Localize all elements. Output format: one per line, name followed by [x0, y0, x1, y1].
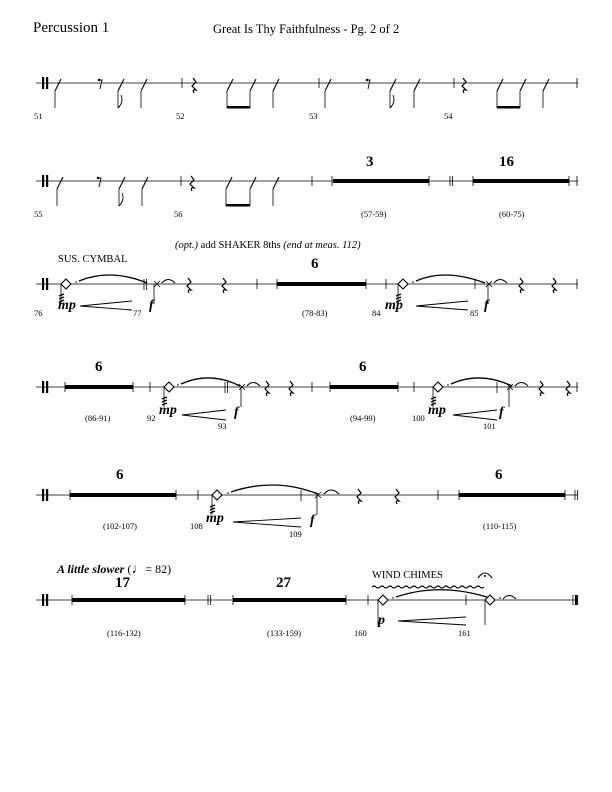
- quarter-note-icon: ♩: [131, 562, 146, 577]
- dynamic-mp: mp: [159, 403, 177, 418]
- multirest-range: (102-107): [103, 521, 137, 531]
- measure-number: 56: [174, 209, 183, 219]
- tempo-text: A little slower: [57, 562, 125, 576]
- measure-number: 85: [470, 308, 479, 318]
- measure-number: 108: [190, 521, 203, 531]
- instrument-label: WIND CHIMES: [372, 570, 443, 581]
- dynamic-f: f: [310, 513, 315, 528]
- dynamic-f: f: [484, 298, 489, 313]
- multirest-count: 6: [359, 359, 367, 375]
- tempo-value: = 82): [145, 562, 172, 576]
- measure-number: 109: [289, 529, 302, 539]
- system-3: [36, 275, 578, 310]
- multirest-range: (110-115): [483, 521, 517, 531]
- multirest-range: (78-83): [302, 308, 328, 318]
- instrument-label: SUS. CYMBAL: [58, 254, 128, 265]
- direction-main: add SHAKER 8ths: [198, 240, 284, 251]
- multirest-count: 6: [116, 467, 124, 483]
- direction-optional: (opt.): [175, 240, 199, 251]
- multirest-range: (94-99): [350, 413, 376, 423]
- multirest-range: (116-132): [107, 628, 141, 638]
- tempo-open: (: [124, 562, 132, 576]
- measure-number: 77: [133, 308, 142, 318]
- part-name: Percussion 1: [33, 20, 110, 36]
- measure-number: 92: [147, 413, 156, 423]
- multirest-count: 16: [499, 154, 514, 170]
- multirest-range: (133-159): [267, 628, 301, 638]
- measure-number: 52: [176, 111, 185, 121]
- measure-number: 55: [34, 209, 43, 219]
- shaker-direction: [175, 240, 361, 251]
- dynamic-mp: mp: [385, 298, 403, 313]
- measure-number: 84: [372, 308, 381, 318]
- dynamic-p: p: [378, 613, 385, 628]
- multirest-count: 17: [115, 575, 130, 591]
- measure-number: 161: [458, 628, 471, 638]
- multirest-range: (60-75): [499, 209, 525, 219]
- measure-number: 53: [309, 111, 318, 121]
- measure-number: 100: [412, 413, 425, 423]
- multirest-count: 27: [276, 575, 291, 591]
- system-4: [36, 378, 578, 420]
- measure-number: 54: [444, 111, 453, 121]
- measure-number: 160: [354, 628, 367, 638]
- dynamic-mp: mp: [58, 298, 76, 313]
- page-title: Great Is Thy Faithfulness - Pg. 2 of 2: [213, 22, 400, 36]
- direction-end: (end at meas. 112): [283, 240, 361, 251]
- multirest-count: 6: [311, 256, 319, 272]
- multirest-count: 3: [366, 154, 374, 170]
- dynamic-f: f: [499, 405, 504, 420]
- dynamic-mp: mp: [206, 511, 224, 526]
- dynamic-mp: mp: [428, 403, 446, 418]
- multirest-range: (86-91): [85, 413, 111, 423]
- measure-number: 76: [34, 308, 43, 318]
- measure-number: 101: [483, 421, 496, 431]
- multirest-range: (57-59): [361, 209, 387, 219]
- dynamic-f: f: [149, 298, 154, 313]
- multirest-count: 6: [495, 467, 503, 483]
- measure-number: 93: [218, 421, 227, 431]
- dynamic-f: f: [234, 405, 239, 420]
- system-1: [36, 77, 578, 109]
- multirest-count: 6: [95, 359, 103, 375]
- measure-number: 51: [34, 111, 43, 121]
- system-2: [36, 175, 590, 207]
